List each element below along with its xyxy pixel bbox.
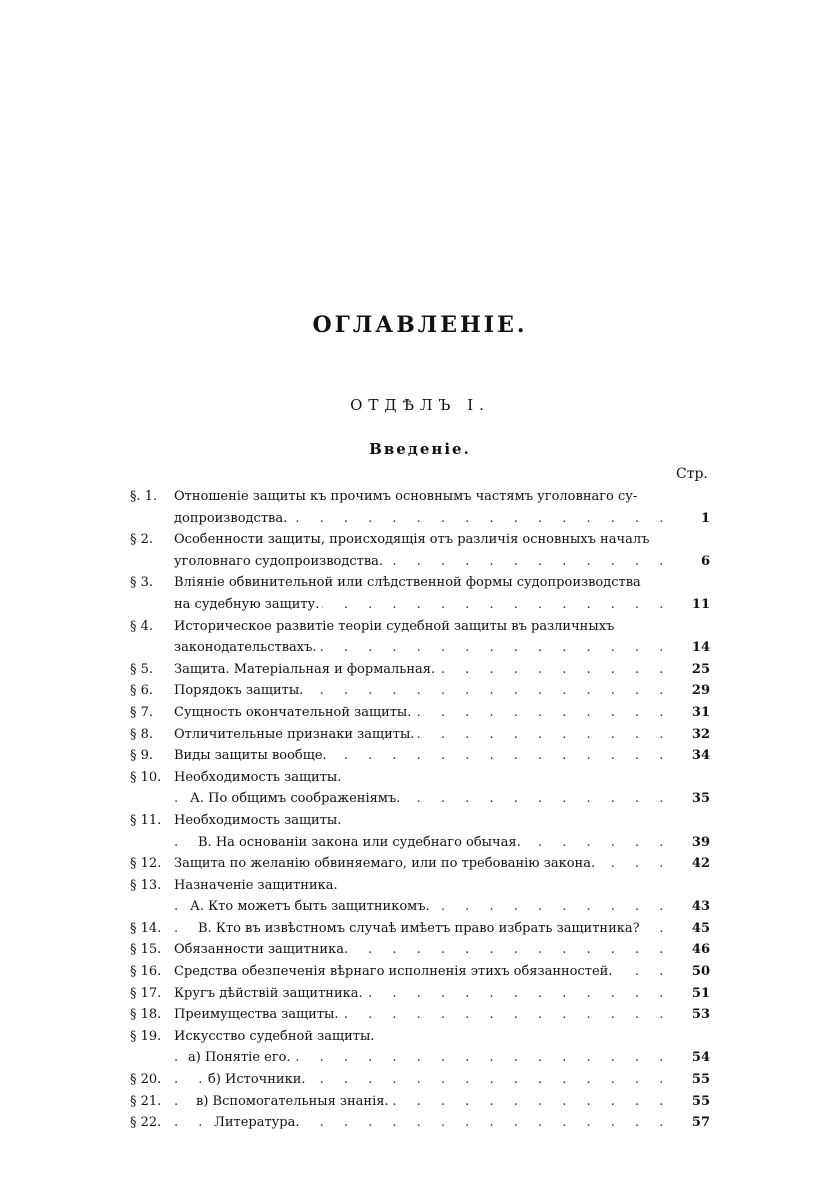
toc-entry-text: А. По общимъ соображеніямъ. [190,788,403,810]
toc-line [130,551,712,573]
toc-entry-text: Необходимость защиты. [174,767,344,789]
toc-entry-text: Обязанности защитника. [174,939,351,961]
toc-page-number: 42 [688,853,710,875]
toc-page-number: 34 [688,745,710,767]
toc-line [130,1069,712,1091]
table-of-contents [130,486,712,1134]
toc-entry-text: Особенности защиты, происходящія отъ различія основныхъ началъ [174,529,652,551]
toc-page-number: 55 [688,1069,710,1091]
toc-entry-text: Порядокъ защиты. [174,680,306,702]
toc-line [130,961,712,983]
toc-section-number: § 22. [130,1115,162,1131]
toc-line [130,983,712,1005]
toc-line [130,702,712,724]
toc-entry-text: Отличительные признаки защиты. [174,724,417,746]
toc-section-number: § 5. [130,661,154,677]
toc-section-number: § 11. [130,812,162,828]
toc-line [130,637,712,659]
toc-line [130,659,712,681]
toc-page-number: 35 [688,788,710,810]
toc-entry-text: Искусство судебной защиты. [174,1026,377,1048]
toc-line [130,594,712,616]
toc-line [130,853,712,875]
toc-entry-text: Назначеніе защитника. [174,875,341,897]
toc-page-number: 46 [688,939,710,961]
toc-line [130,810,712,832]
toc-page-number: 31 [688,702,710,724]
toc-page-number: 6 [697,551,710,573]
toc-line [130,1091,712,1113]
toc-section-number: § 2. [130,532,154,548]
toc-line [130,767,712,789]
section-heading: Введеніе. [369,440,471,458]
toc-section-number: §. 1. [130,489,158,504]
toc-page-number: 55 [688,1091,710,1113]
toc-section-number: § 7. [130,704,154,720]
toc-entry-text: Средства обезпеченія вѣрнаго исполненія этихъ обязанностей. [174,961,615,983]
toc-entry-text: допроизводства. [174,508,290,530]
toc-entry-text: Кругъ дѣйствій защитника. [174,983,366,1005]
page-column-label: Стр. [676,466,708,482]
toc-section-number: § 21. [130,1093,162,1109]
toc-section-number: § 14. [130,920,162,936]
toc-line [130,745,712,767]
toc-line [130,939,712,961]
toc-line [130,572,712,594]
toc-page-number: 45 [688,918,710,940]
toc-page-number: 54 [688,1047,710,1069]
toc-line [130,1047,712,1069]
toc-line [130,1026,712,1048]
toc-entry-text: законодательствахъ. [174,637,320,659]
toc-entry-text: В. На основаніи закона или судебнаго обычая. [198,832,524,854]
toc-page-number: 1 [697,508,710,530]
toc-page-number: 51 [688,983,710,1005]
toc-entry-text: А. Кто можетъ быть защитникомъ. [190,896,433,918]
toc-page-number: 14 [688,637,710,659]
toc-line [130,918,712,940]
toc-entry-text: Историческое развитіе теоріи судебной защиты въ различныхъ [174,616,617,638]
toc-section-number: § 4. [130,618,154,634]
toc-line [130,616,712,638]
toc-page-number: 53 [688,1004,710,1026]
toc-section-number: § 9. [130,748,154,764]
toc-page-number: 32 [688,724,710,746]
toc-line [130,832,712,854]
toc-page-number: 39 [688,832,710,854]
toc-entry-text: Сущность окончательной защиты. [174,702,414,724]
toc-entry-text: Защита по желанію обвиняемаго, или по требованію закона. [174,853,598,875]
toc-entry-text: а) Понятіе его. [188,1047,294,1069]
toc-page-number: 25 [688,659,710,681]
toc-section-number: § 20. [130,1072,162,1088]
toc-section-number: § 18. [130,1007,162,1023]
toc-section-number: § 16. [130,964,162,980]
toc-entry-text: Виды защиты вообще. [174,745,330,767]
toc-line [130,875,712,897]
toc-section-number: § 17. [130,985,162,1001]
toc-entry-text: б) Источники. [208,1069,309,1091]
toc-section-number: § 6. [130,683,154,699]
toc-section-number: § 13. [130,877,162,893]
toc-line [130,529,712,551]
toc-line [130,508,712,530]
toc-line [130,788,712,810]
toc-entry-text: в) Вспомогательныя знанія. [196,1091,392,1113]
toc-section-number: § 8. [130,726,154,742]
toc-entry-text: В. Кто въ извѣстномъ случаѣ имѣетъ право избрать защитника? [198,918,643,940]
toc-line [130,680,712,702]
toc-section-number: § 10. [130,769,162,785]
toc-line [130,896,712,918]
toc-entry-text: уголовнаго судопроизводства. [174,551,386,573]
toc-entry-text: Преимущества защиты. [174,1004,342,1026]
toc-page-number: 50 [688,961,710,983]
toc-section-number: § 15. [130,942,162,958]
toc-page-number: 29 [688,680,710,702]
part-heading: ОТДѢЛЪ I. [350,396,490,414]
page-title: ОГЛАВЛЕНІЕ. [312,312,528,338]
toc-page-number: 11 [688,594,710,616]
toc-entry-text: на судебную защиту. [174,594,322,616]
toc-entry-text: Литература. [214,1112,303,1134]
toc-line [130,486,712,508]
toc-entry-text: Необходимость защиты. [174,810,344,832]
toc-page-number: 43 [688,896,710,918]
toc-line [130,1004,712,1026]
toc-page-number: 57 [688,1112,710,1134]
toc-section-number: § 19. [130,1028,162,1044]
toc-section-number: § 12. [130,856,162,872]
toc-entry-text: Защита. Матеріальная и формальная. [174,659,438,681]
toc-section-number: § 3. [130,575,154,591]
toc-line [130,724,712,746]
toc-entry-text: Отношеніе защиты къ прочимъ основнымъ частямъ уголовнаго су- [174,486,640,508]
toc-entry-text: Вліяніе обвинительной или слѣдственной формы судопроизводства [174,572,644,594]
toc-line [130,1112,712,1134]
